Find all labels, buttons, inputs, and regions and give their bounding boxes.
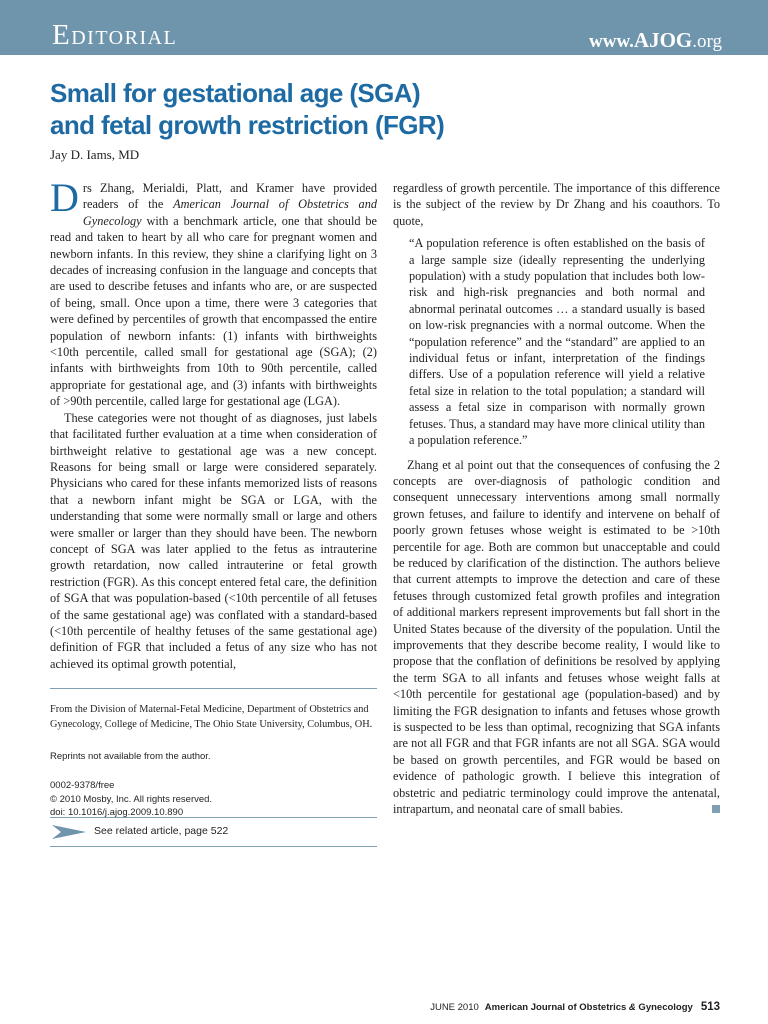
footnote-divider <box>50 688 377 689</box>
paragraph-1-rest: with a benchmark article, one that should be read and taken to heart by all who care for pregnant women and newborn infants. In this review, they shine a clarifying light on 3 decades of increasing confusion in the language and concepts that are used to describe fetuses and infants who are, or are suspected of being, small. Once upon a time, there were 3 categories that were defined by percentiles of growth that encompassed the entire population of newborn infants: (1) infants with birthweights <10th percentile, called small for gestational age (SGA); (2) infants with birthweights from 10th to 90th percentile, called appropriate for gestational age, and (3) infants with birthweights of >90th percentile, called large for gestational age (LGA). <box>50 213 377 409</box>
reprint-note: Reprints not available from the author. <box>50 751 211 762</box>
paragraph-4 <box>393 457 720 818</box>
article-identifiers <box>50 779 377 820</box>
url-prefix: www. <box>589 31 634 52</box>
section-banner <box>0 0 768 55</box>
arrow-right-icon <box>52 825 86 839</box>
paragraph-3: regardless of growth percentile. The importance of this difference is the subject of the review by Dr Zhang and his coauthors. To quote, <box>393 181 720 228</box>
left-column <box>50 175 377 672</box>
issn: 0002-9378/free <box>50 780 115 791</box>
block-quote: “A population reference is often established on the basis of a large sample size (ideally representing the underlying population) with a study population that includes both low-risk and high-risk pregnancies and both normal and abnormal perinatal outcomes … a standard usually is based on low-risk pregnancies with a normal outcome. When the “population reference” and the “standard” are applied to an individual fetus or infant, interpretation of the findings differs. Use of a population reference will yield a relative fetal size in relation to the total population; a standard will assess a fetal size in comparison with normally grown fetuses. Thus, a standard may have more clinical utility than a population reference.” <box>409 236 705 448</box>
section-label: Editorial <box>52 19 178 51</box>
issue-date: JUNE 2010 <box>430 1002 479 1013</box>
related-article-link[interactable]: See related article, page 522 <box>94 825 229 837</box>
related-article-box[interactable] <box>50 817 377 847</box>
url-suffix: .org <box>692 31 722 52</box>
paragraph-1 <box>50 175 377 410</box>
article-title: Small for gestational age (SGA) and fetal growth restriction (FGR) <box>50 78 445 140</box>
paragraph-1-start: rs Zhang, Merialdi, Platt, and Kramer have provided readers of the <box>82 181 377 212</box>
paragraph-4-text: Zhang et al point out that the consequences of confusing the 2 concepts are over-diagnosis of pathologic condition and consequent unnecessary interventions among small normally grown fetuses, and failure to identify and intervene on behalf of poorly grown fetuses whose weight is estimated to be >10th percentile for age. Both are common but unacceptable and could be reduced by clarification of the distinction. The authors believe that current attempts to improve the detection and care of these fetuses through customized fetal growth profiles and integration of additional markers represent improvements but fall short in the United States because of the diversity of the population. Until the improvements that they describe become reality, I would like to propose that the conflation of definitions be resolved by applying the term SGA to all infants and fetuses whose weight falls at <10th percentile for gestational age (population-based) and by limiting the FGR designation to infants and fetuses whose growth is suspected to be less than optimal, recognizing that SGA infants are not all FGR and that FGR infants are not all SGA. SGA would be based on growth percentiles, and FGR would be based on evidence of pathologic growth. I believe this integration of obstetric and pediatric terminology could improve the antenatal, intrapartum, and neonatal care of small babies. <box>393 457 720 817</box>
paragraph-2: These categories were not thought of as diagnoses, just labels that facilitated further evaluation at a time when consideration of birthweight relative to gestational age was a new concept. Reasons for being small or large were considered separately. Physicians who cared for these infants memorized lists of reasons that a newborn infant might be SGA or LGA, with the understanding that some were normally small or large and others were smaller or larger than they should have been. The newborn concept of SGA was later applied to the fetus as intrauterine growth retardation, now called intrauterine or fetal growth restriction (FGR). As this concept entered fetal care, the definition of SGA that was population-based (<10th percentile of all fetuses of the same gestational age) was conflated with a standard-based (<10th percentile of healthy fetuses of the same gestational age) definition of FGR that included a fetus of any size who has not achieved its optimal growth potential, <box>50 410 377 671</box>
end-mark-icon <box>712 805 720 813</box>
page-number: 513 <box>700 1001 720 1013</box>
drop-cap: D <box>50 175 79 220</box>
journal-name: American Journal of Obstetrics & Gynecology <box>484 1002 693 1013</box>
journal-url[interactable] <box>589 28 722 53</box>
article-author: Jay D. Iams, MD <box>50 147 140 162</box>
doi[interactable]: doi: 10.1016/j.ajog.2009.10.890 <box>50 807 184 818</box>
journal-name-italic: American Journal of Obstetrics and Gynecology <box>82 197 377 228</box>
author-affiliation: From the Division of Maternal-Fetal Medicine, Department of Obstetrics and Gynecology, College of Medicine, The Ohio State University, Columbus, OH. <box>50 704 373 730</box>
copyright: © 2010 Mosby, Inc. All rights reserved. <box>50 793 213 805</box>
url-mid: AJOG <box>633 28 693 52</box>
right-column <box>393 180 720 817</box>
page-footer <box>430 1001 720 1013</box>
